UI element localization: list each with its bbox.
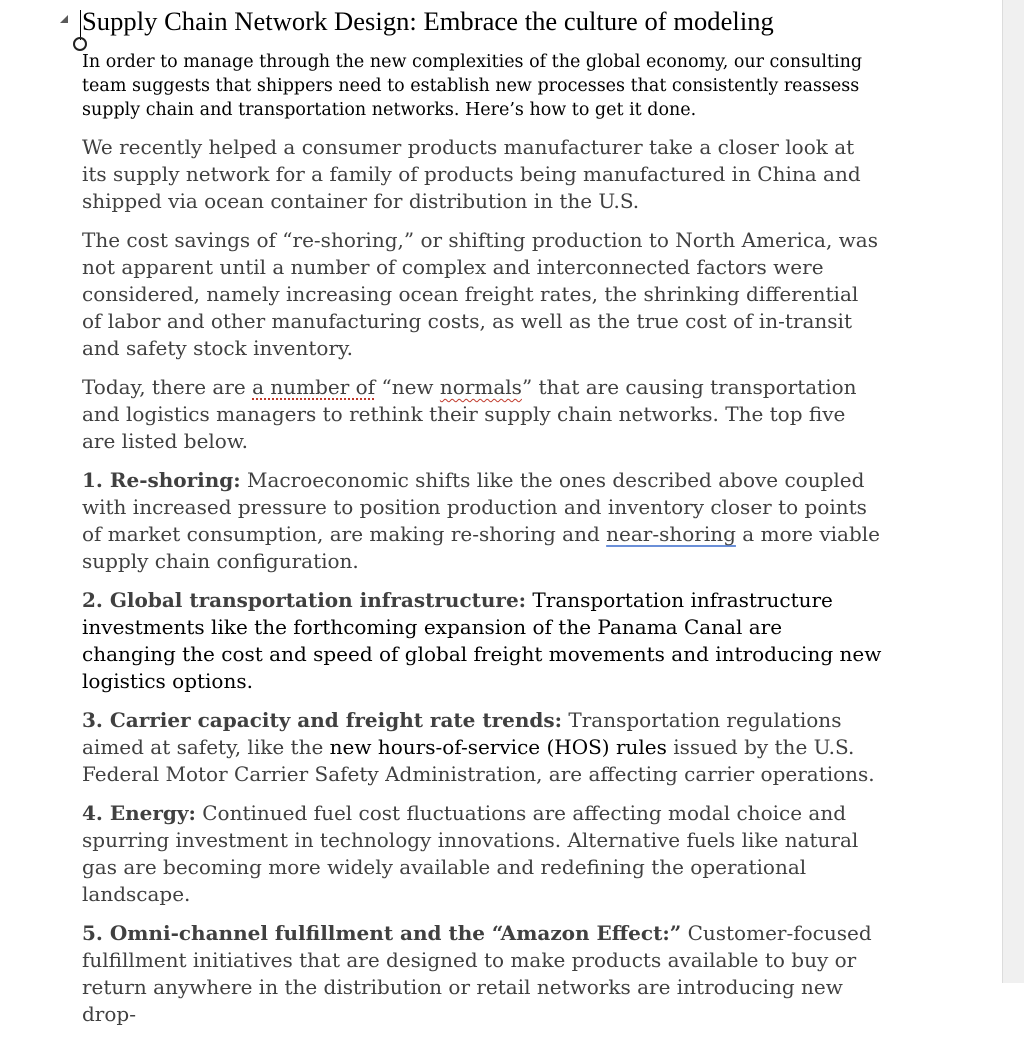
- paragraph-3-text: “new: [375, 375, 440, 399]
- grammar-flag-near-shoring[interactable]: near-shoring: [606, 522, 736, 546]
- hos-rules-link[interactable]: new hours-of-service (HOS) rules: [329, 735, 667, 759]
- list-item-4[interactable]: [82, 800, 882, 908]
- list-item-heading: 2. Global: [82, 588, 183, 612]
- paragraph-3-text: ” that are causing transportation and logistics managers to rethink their supply chain networks. The top five are listed below.: [82, 375, 857, 453]
- paragraph-2[interactable]: The cost savings of “re-shoring,” or shifting production to North America, was not apparent until a number of complex and interconnected factors were considered, namely increasing ocean freight rates, the shrinking differential of labor and other manufacturing costs, as well as the true cost of in-transit and safety stock inventory.: [82, 228, 878, 360]
- list-item-text: Transportation regulations aimed at safety, like the: [82, 708, 842, 759]
- list-item-3[interactable]: [82, 707, 882, 788]
- mouse-cursor-icon: [73, 37, 87, 51]
- list-item-2[interactable]: [82, 587, 882, 695]
- list-item-heading: 4. Energy:: [82, 801, 196, 825]
- list-item-1[interactable]: [82, 467, 882, 575]
- list-item-heading: 3. Carrier capacity and freight rate trends:: [82, 708, 563, 732]
- list-item-text: Transportation infrastructure investments like the forthcoming expansion of the Panama Canal are changing the cost and speed of global freight movements and introducing new logistics options.: [82, 588, 882, 693]
- text-cursor-icon: [80, 10, 81, 40]
- lead-paragraph[interactable]: In order to manage through the new complexities of the global economy, our consulting team suggests that shippers need to establish new processes that consistently reassess supply chain and transportation networks. Here’s how to get it done.: [82, 52, 863, 120]
- list-item-text: a more viable supply chain configuration.: [82, 522, 880, 573]
- document-heading[interactable]: Supply Chain Network Design: Embrace the culture of modeling: [82, 6, 774, 36]
- paragraph-3[interactable]: [82, 374, 882, 455]
- collapse-triangle-icon[interactable]: [59, 14, 69, 24]
- spelling-flag-normals[interactable]: normals: [439, 375, 522, 399]
- document-body: [82, 50, 882, 1040]
- grammar-flag-a-number-of[interactable]: a number of: [252, 375, 376, 399]
- list-item-heading: 5. Omni-channel fulfillment and the “Amazon Effect:”: [82, 921, 682, 945]
- list-item-text: Continued fuel cost fluctuations are affecting modal choice and spurring investment in technology innovations. Alternative fuels like natural gas are becoming more widely available and redefining the operational landscape.: [82, 801, 859, 906]
- list-item-text: Macroeconomic shifts like the ones described above coupled with increased pressure to position production and inventory closer to points of market consumption, are making re-shoring and: [82, 468, 867, 546]
- list-item-text: Customer-focused fulfillment initiatives that are designed to make products available to buy or return anywhere in the distribution or retail networks are introducing new drop-: [82, 921, 872, 1026]
- paragraph-1[interactable]: We recently helped a consumer products manufacturer take a closer look at its supply network for a family of products being manufactured in China and shipped via ocean container for distribution in the U.S.: [82, 135, 861, 213]
- list-item-text: issued by the U.S. Federal Motor Carrier Safety Administration, are affecting carrier operations.: [82, 735, 875, 786]
- vertical-scrollbar[interactable]: [1002, 0, 1024, 983]
- list-item-heading-continued: transportation infrastructure:: [182, 588, 527, 612]
- paragraph-3-text: Today, there are: [82, 375, 253, 399]
- list-item-5[interactable]: [82, 920, 882, 1028]
- list-item-heading: 1. Re-shoring:: [82, 468, 241, 492]
